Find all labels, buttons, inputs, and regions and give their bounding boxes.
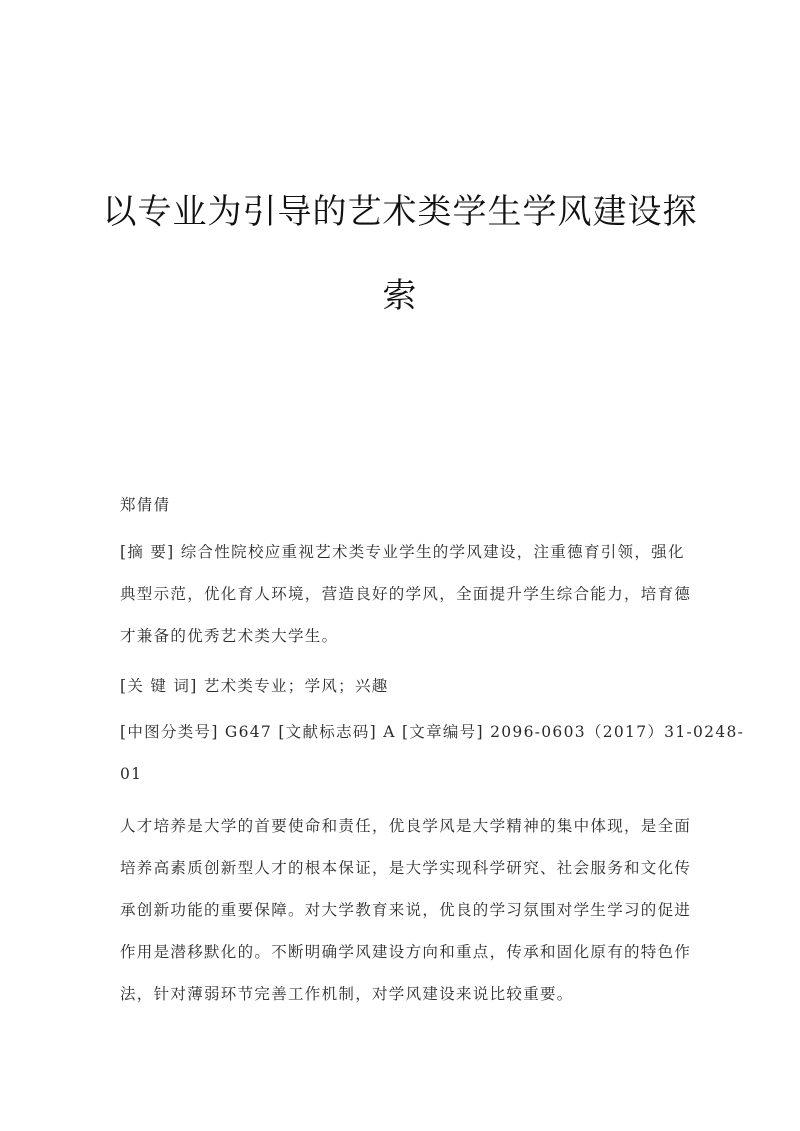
- author-name: 郑倩倩: [120, 496, 171, 514]
- abstract-line-1: [摘 要] 综合性院校应重视艺术类专业学生的学风建设，注重德育引领，强化: [120, 543, 685, 561]
- body-line-3: 承创新功能的重要保障。对大学教育来说，优良的学习氛围对学生学习的促进: [120, 901, 692, 919]
- body-line-2: 培养高素质创新型人才的根本保证，是大学实现科学研究、社会服务和文化传: [120, 859, 692, 877]
- classification-line-1: [中图分类号] G647 [文献标志码] A [文章编号] 2096-0603（2017）31-0248-: [120, 723, 745, 741]
- classification-line-2: 01: [120, 765, 143, 783]
- paper-title-line-1: 以专业为引导的艺术类学生学风建设探: [102, 192, 698, 232]
- abstract-line-3: 才兼备的优秀艺术类大学生。: [120, 627, 339, 645]
- body-line-4: 作用是潜移默化的。不断明确学风建设方向和重点，传承和固化原有的特色作: [120, 943, 692, 961]
- paper-title-line-2: 索: [382, 276, 418, 316]
- keywords-line: [关 键 词] 艺术类专业；学风；兴趣: [120, 677, 389, 695]
- abstract-line-2: 典型示范，优化育人环境，营造良好的学风，全面提升学生综合能力，培育德: [120, 585, 692, 603]
- body-line-1: 人才培养是大学的首要使命和责任，优良学风是大学精神的集中体现，是全面: [120, 817, 692, 835]
- body-line-5: 法，针对薄弱环节完善工作机制，对学风建设来说比较重要。: [120, 985, 574, 1003]
